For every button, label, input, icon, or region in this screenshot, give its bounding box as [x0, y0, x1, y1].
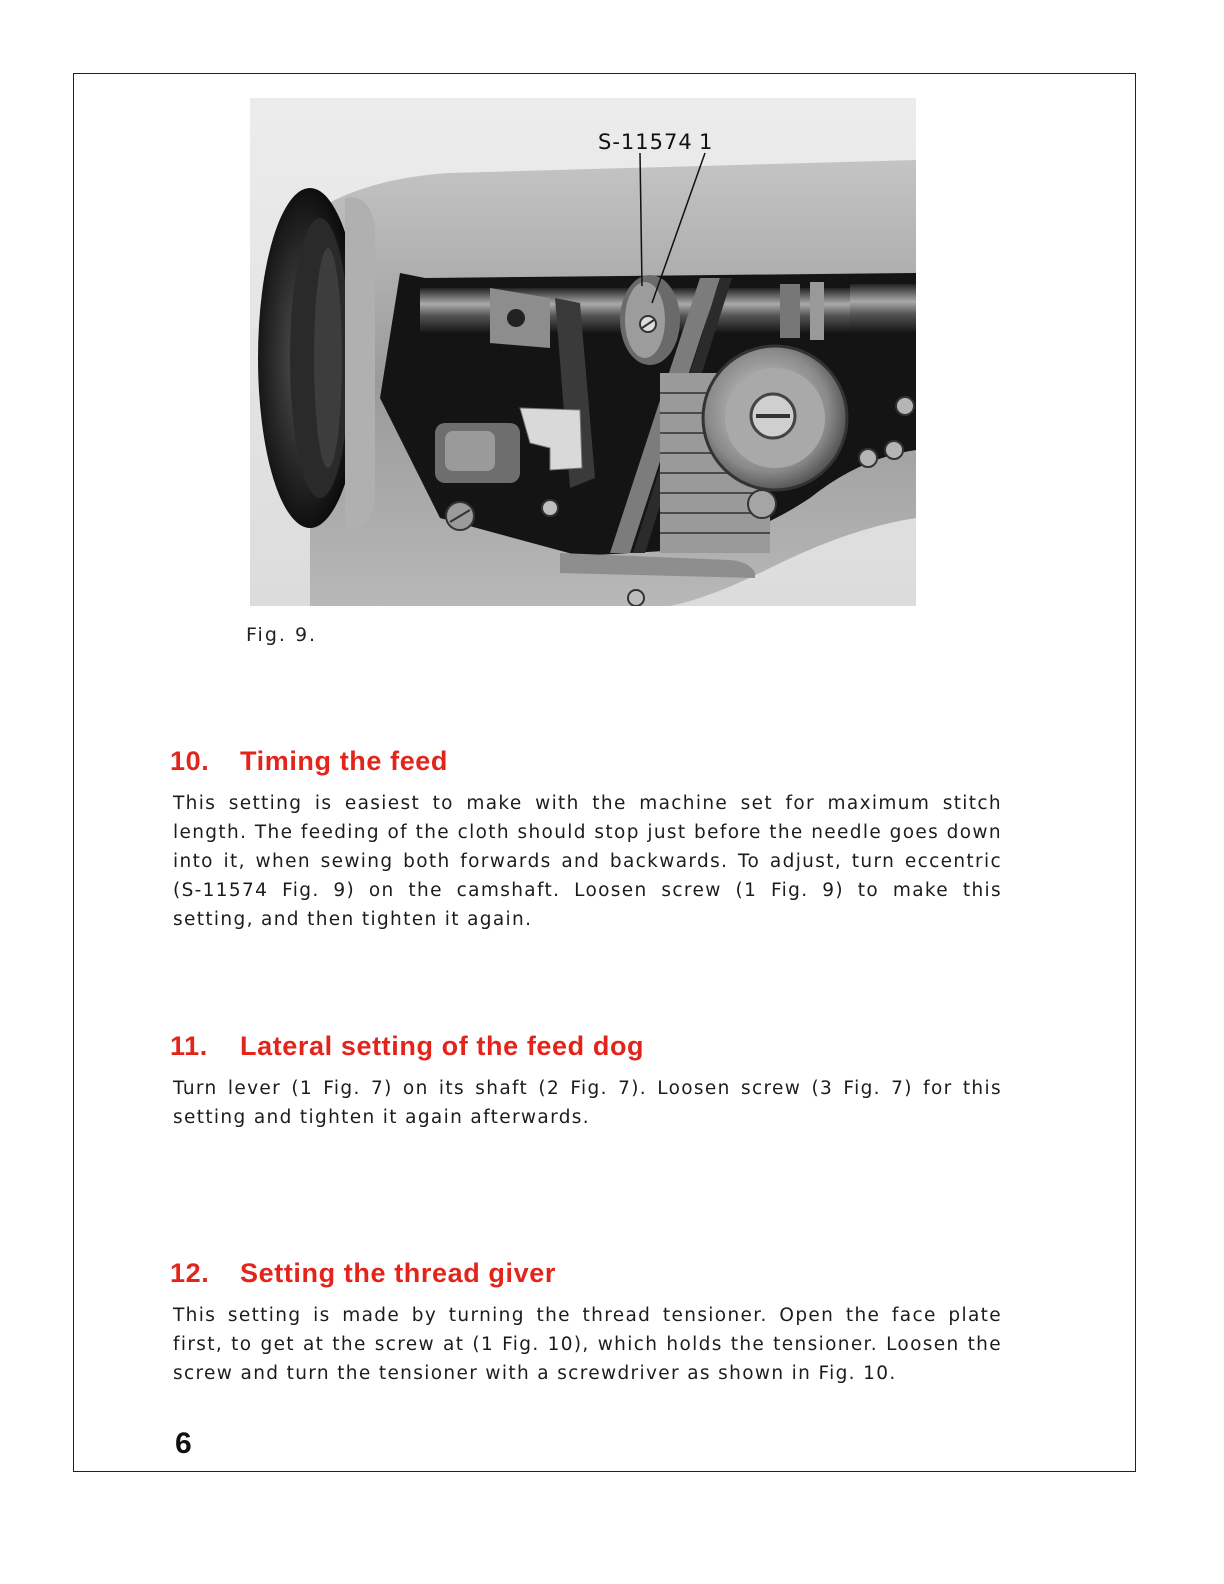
section-thread-giver [170, 1258, 1002, 1388]
section-body: This setting is easiest to make with the machine set for maximum stitch length. The feeding of the cloth should stop just before the needle goes down into it, when sewing both forwards and backwards. To adjust, turn eccentric (S-11574 Fig. 9) on the camshaft. Loosen screw (1 Fig. 9) to make this setting, and then tighten it again. [173, 793, 1002, 930]
section-title: Lateral setting of the feed dog [240, 1031, 645, 1061]
figure-caption: Fig. 9. [246, 624, 318, 646]
page-number: 6 [175, 1427, 192, 1460]
section-heading [170, 1258, 1002, 1289]
section-heading [170, 746, 1002, 777]
figure-9-photo [250, 98, 916, 606]
section-title: Timing the feed [240, 746, 449, 776]
section-body: Turn lever (1 Fig. 7) on its shaft (2 Fig. 7). Loosen screw (3 Fig. 7) for this setting and tighten it again afterwards. [173, 1078, 1002, 1128]
section-timing-the-feed [170, 746, 1002, 934]
figure-label-part: S-11574 [598, 130, 693, 154]
section-number: 11. [170, 1031, 208, 1061]
figure-label-screw: 1 [699, 130, 713, 154]
sewing-machine-illustration [250, 98, 916, 606]
section-number: 10. [170, 746, 210, 776]
section-title: Setting the thread giver [240, 1258, 556, 1288]
section-body: This setting is made by turning the thread tensioner. Open the face plate first, to get at the screw at (1 Fig. 10), which holds the tensioner. Loosen the screw and turn the tensioner with a screwdriver as shown in Fig. 10. [173, 1305, 1002, 1384]
section-lateral-setting [170, 1031, 1002, 1132]
section-heading [170, 1031, 1002, 1062]
section-number: 12. [170, 1258, 210, 1288]
